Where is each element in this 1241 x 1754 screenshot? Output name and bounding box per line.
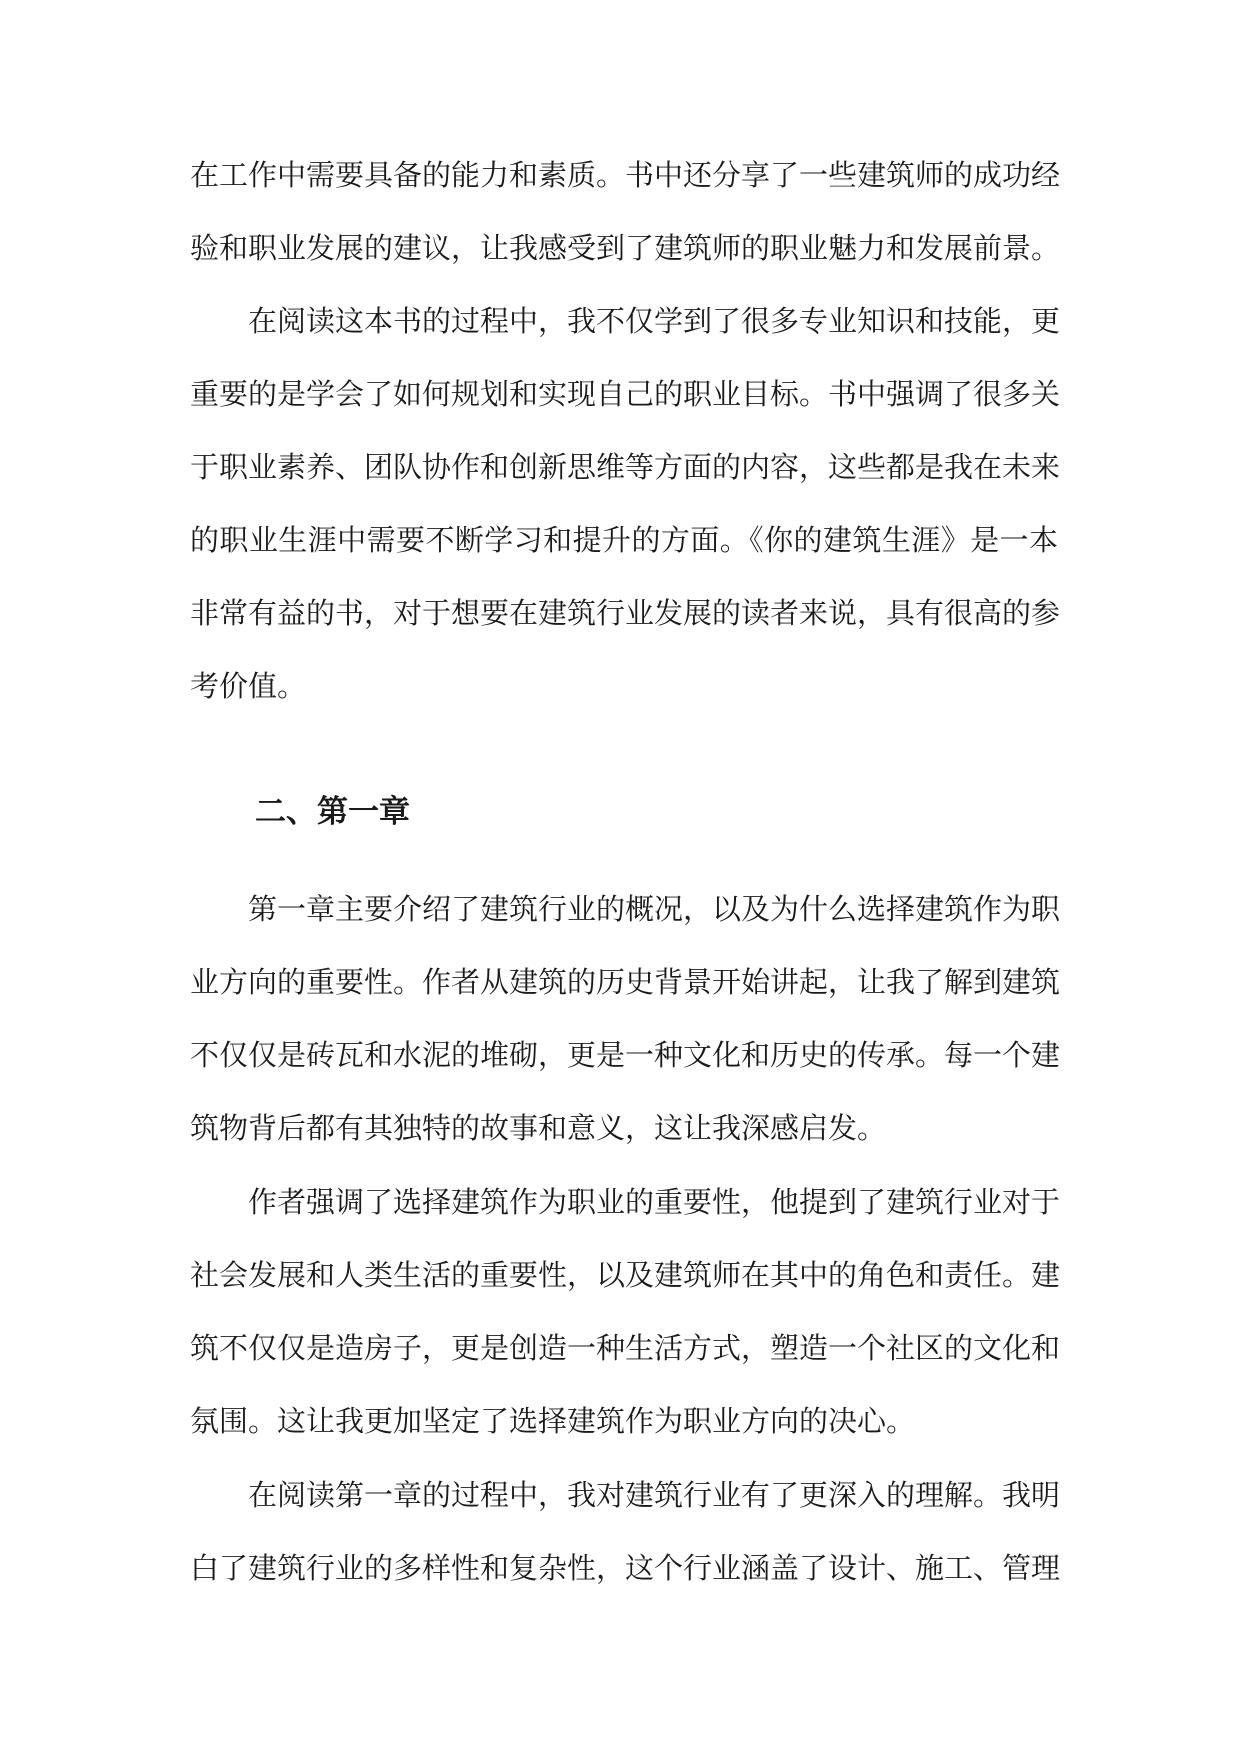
- paragraph-2-line-2: 业方向的重要性。作者从建筑的历史背景开始讲起，让我了解到建筑: [190, 965, 1061, 999]
- section-heading: 二、第一章: [255, 794, 410, 830]
- paragraph-2-line-3: 不仅仅是砖瓦和水泥的堆砌，更是一种文化和历史的传承。每一个建: [190, 1038, 1061, 1072]
- paragraph-1-line-5: 非常有益的书，对于想要在建筑行业发展的读者来说，具有很高的参: [190, 596, 1061, 630]
- paragraph-1-line-2: 重要的是学会了如何规划和实现自己的职业目标。书中强调了很多关: [190, 377, 1061, 411]
- paragraph-3-line-4: 氛围。这让我更加坚定了选择建筑作为职业方向的决心。: [190, 1404, 916, 1438]
- intro-line-1: 在工作中需要具备的能力和素质。书中还分享了一些建筑师的成功经: [190, 158, 1061, 192]
- paragraph-3-line-1: 作者强调了选择建筑作为职业的重要性，他提到了建筑行业对于: [248, 1185, 1061, 1219]
- paragraph-1-line-6: 考价值。: [190, 669, 307, 703]
- paragraph-3-line-2: 社会发展和人类生活的重要性，以及建筑师在其中的角色和责任。建: [190, 1258, 1061, 1292]
- paragraph-4-line-2: 白了建筑行业的多样性和复杂性，这个行业涵盖了设计、施工、管理: [190, 1551, 1061, 1585]
- paragraph-2-line-1: 第一章主要介绍了建筑行业的概况，以及为什么选择建筑作为职: [248, 892, 1061, 926]
- paragraph-4-line-1: 在阅读第一章的过程中，我对建筑行业有了更深入的理解。我明: [248, 1478, 1061, 1512]
- paragraph-1-line-4: 的职业生涯中需要不断学习和提升的方面。《你的建筑生涯》是一本: [190, 523, 1058, 557]
- paragraph-1-line-3: 于职业素养、团队协作和创新思维等方面的内容，这些都是我在未来: [190, 450, 1061, 484]
- paragraph-1-line-1: 在阅读这本书的过程中，我不仅学到了很多专业知识和技能，更: [248, 304, 1061, 338]
- intro-line-2: 验和职业发展的建议，让我感受到了建筑师的职业魅力和发展前景。: [190, 231, 1061, 265]
- paragraph-3-line-3: 筑不仅仅是造房子，更是创造一种生活方式，塑造一个社区的文化和: [190, 1331, 1061, 1365]
- paragraph-2-line-4: 筑物背后都有其独特的故事和意义，这让我深感启发。: [190, 1111, 887, 1145]
